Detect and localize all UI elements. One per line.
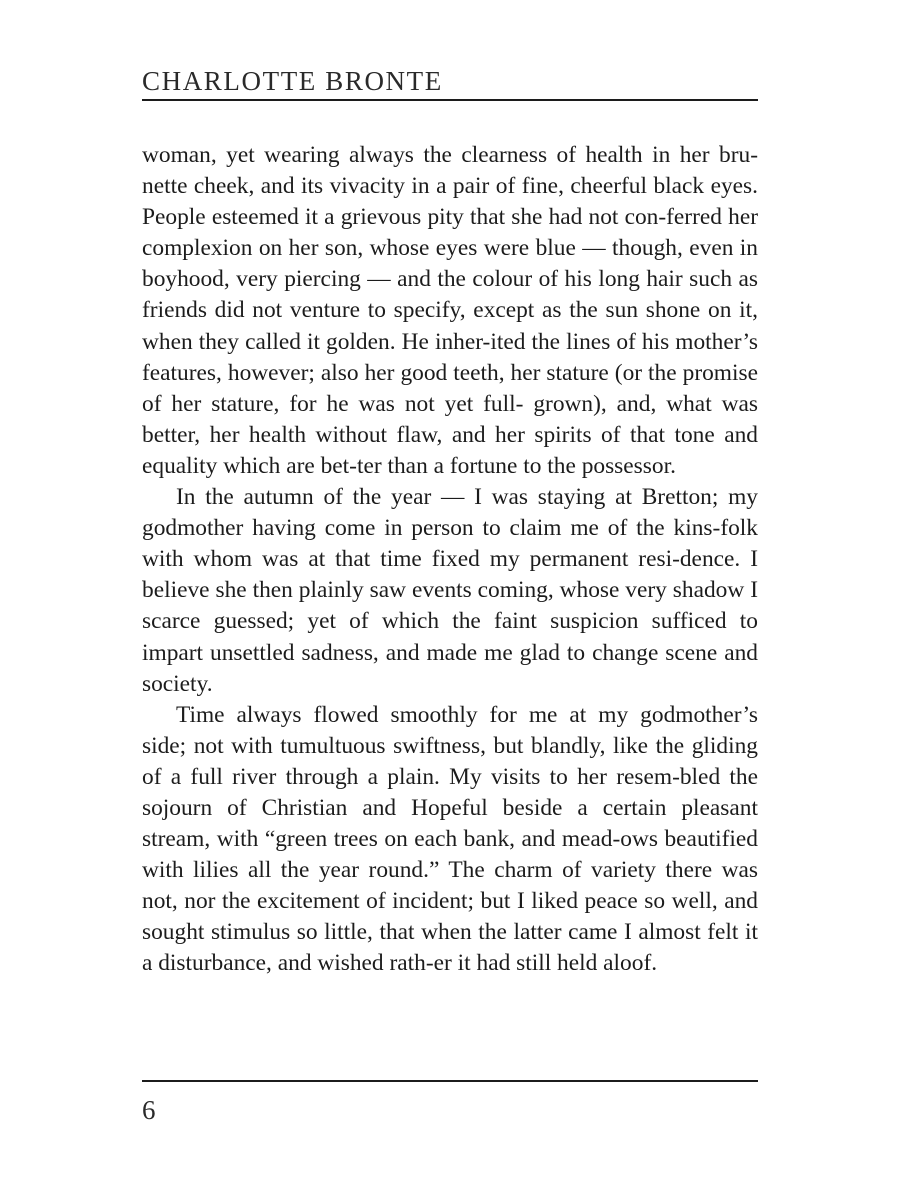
page-number: 6 <box>142 1095 156 1125</box>
body-text <box>142 140 758 980</box>
paragraph-2: In the autumn of the year — I was staying at Bretton; my godmother having come in person to claim me of the kins-folk with whom was at that time fixed my permanent resi-dence. I believe she then plainly saw events coming, whose very shadow I scarce guessed; yet of which the faint suspicion sufficed to impart unsettled sadness, and made me glad to change scene and society. <box>142 484 758 697</box>
running-head-title: CHARLOTTE BRONTE <box>142 66 443 96</box>
paragraph-1: woman, yet wearing always the clearness of health in her bru-nette cheek, and its vivacity in a pair of fine, cheerful black eyes. People esteemed it a grievous pity that she had not con-ferred her complexion on her son, whose eyes were blue — though, even in boyhood, very piercing — and the colour of his long hair such as friends did not venture to specify, except as the sun shone on it, when they called it golden. He inher-ited the lines of his mother’s features, however; also her good teeth, her stature (or the promise of her stature, for he was not yet full- grown), and, what was better, her health without flaw, and her spirits of that tone and equality which are bet-ter than a fortune to the possessor. <box>142 142 758 479</box>
footer-rule <box>142 1080 758 1082</box>
header-rule <box>142 99 758 101</box>
paragraph-3: Time always flowed smoothly for me at my godmother’s side; not with tumultuous swiftness, but blandly, like the gliding of a full river through a plain. My visits to her resem-bled the sojourn of Christian and Hopeful beside a certain pleasant stream, with “green trees on each bank, and mead-ows beautified with lilies all the year round.” The charm of variety there was not, nor the excitement of incident; but I liked peace so well, and sought stimulus so little, that when the latter came I almost felt it a disturbance, and wished rath-er it had still held aloof. <box>142 701 758 977</box>
